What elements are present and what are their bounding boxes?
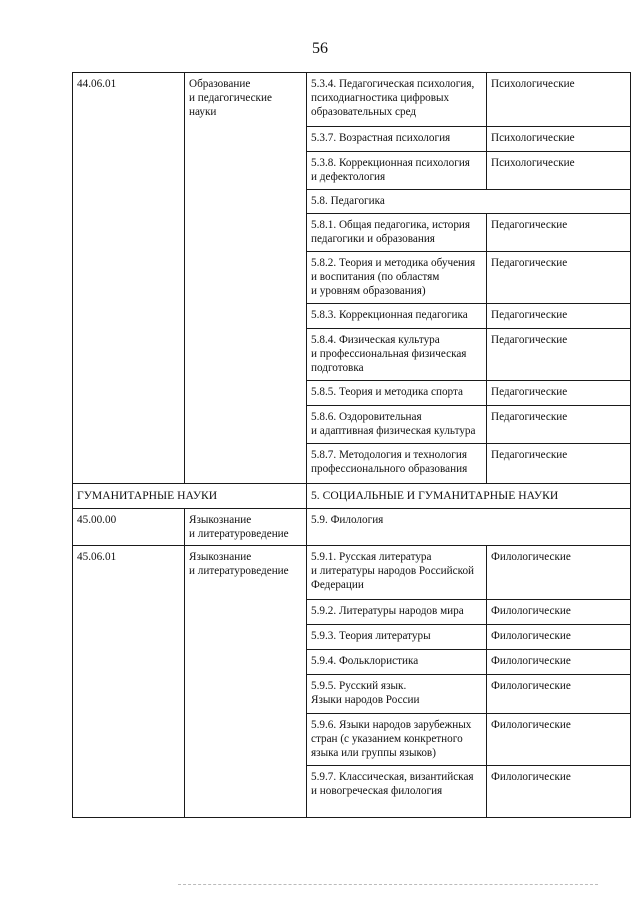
science-branch-cell: Педагогические [487,406,631,444]
direction-code-cell: 45.06.01 [73,546,185,818]
section-heading-right: 5. СОЦИАЛЬНЫЕ И ГУМАНИТАРНЫЕ НАУКИ [307,484,631,509]
science-branch-cell: Педагогические [487,381,631,406]
science-branch-cell: Филологические [487,675,631,714]
section-heading-row [73,484,631,509]
direction-name-cell: Языкознание и литературоведение [185,546,307,818]
science-branch-cell: Филологические [487,766,631,818]
specialty-cell: 5.8.6. Оздоровительная и адаптивная физическая культура [307,406,487,444]
specialty-cell: 5.9.6. Языки народов зарубежных стран (с указанием конкретного языка или группы языков) [307,714,487,766]
science-branch-cell: Филологические [487,600,631,625]
science-branch-cell: Филологические [487,650,631,675]
page-bottom-divider [178,884,598,885]
science-branch-cell: Филологические [487,625,631,650]
table-row [73,509,631,546]
science-branch-cell: Психологические [487,73,631,127]
science-branch-cell: Педагогические [487,214,631,252]
specialty-cell: 5.8.4. Физическая культура и профессиональная физическая подготовка [307,329,487,381]
specialty-group-cell: 5.8. Педагогика [307,190,631,214]
section-heading-left: ГУМАНИТАРНЫЕ НАУКИ [73,484,307,509]
table-row [73,546,631,600]
specialty-cell: 5.8.3. Коррекционная педагогика [307,304,487,329]
page-number: 56 [312,40,328,57]
science-branch-cell: Филологические [487,546,631,600]
direction-name-cell: Образование и педагогические науки [185,73,307,484]
science-branch-cell: Психологические [487,152,631,190]
specialty-cell: 5.3.7. Возрастная психология [307,127,487,152]
direction-code-cell: 45.00.00 [73,509,185,546]
specialty-cell: 5.3.4. Педагогическая психология, психодиагностика цифровых образовательных сред [307,73,487,127]
specialty-cell: 5.9.2. Литературы народов мира [307,600,487,625]
specialties-table [72,72,631,818]
science-branch-cell: Педагогические [487,444,631,484]
specialty-cell: 5.9.4. Фольклористика [307,650,487,675]
specialty-cell: 5.9.5. Русский язык. Языки народов России [307,675,487,714]
table-row [73,73,631,127]
specialty-cell: 5.8.2. Теория и методика обучения и воспитания (по областям и уровням образования) [307,252,487,304]
specialty-group-cell: 5.9. Филология [307,509,631,546]
specialty-cell: 5.8.5. Теория и методика спорта [307,381,487,406]
specialty-cell: 5.9.7. Классическая, византийская и новогреческая филология [307,766,487,818]
science-branch-cell: Педагогические [487,329,631,381]
specialty-cell: 5.9.3. Теория литературы [307,625,487,650]
direction-code-cell: 44.06.01 [73,73,185,484]
science-branch-cell: Психологические [487,127,631,152]
direction-name-cell: Языкознание и литературоведение [185,509,307,546]
science-branch-cell: Педагогические [487,304,631,329]
specialty-cell: 5.8.7. Методология и технология профессионального образования [307,444,487,484]
specialty-cell: 5.8.1. Общая педагогика, история педагогики и образования [307,214,487,252]
science-branch-cell: Педагогические [487,252,631,304]
specialty-cell: 5.3.8. Коррекционная психология и дефектология [307,152,487,190]
science-branch-cell: Филологические [487,714,631,766]
specialty-cell: 5.9.1. Русская литература и литературы народов Российской Федерации [307,546,487,600]
